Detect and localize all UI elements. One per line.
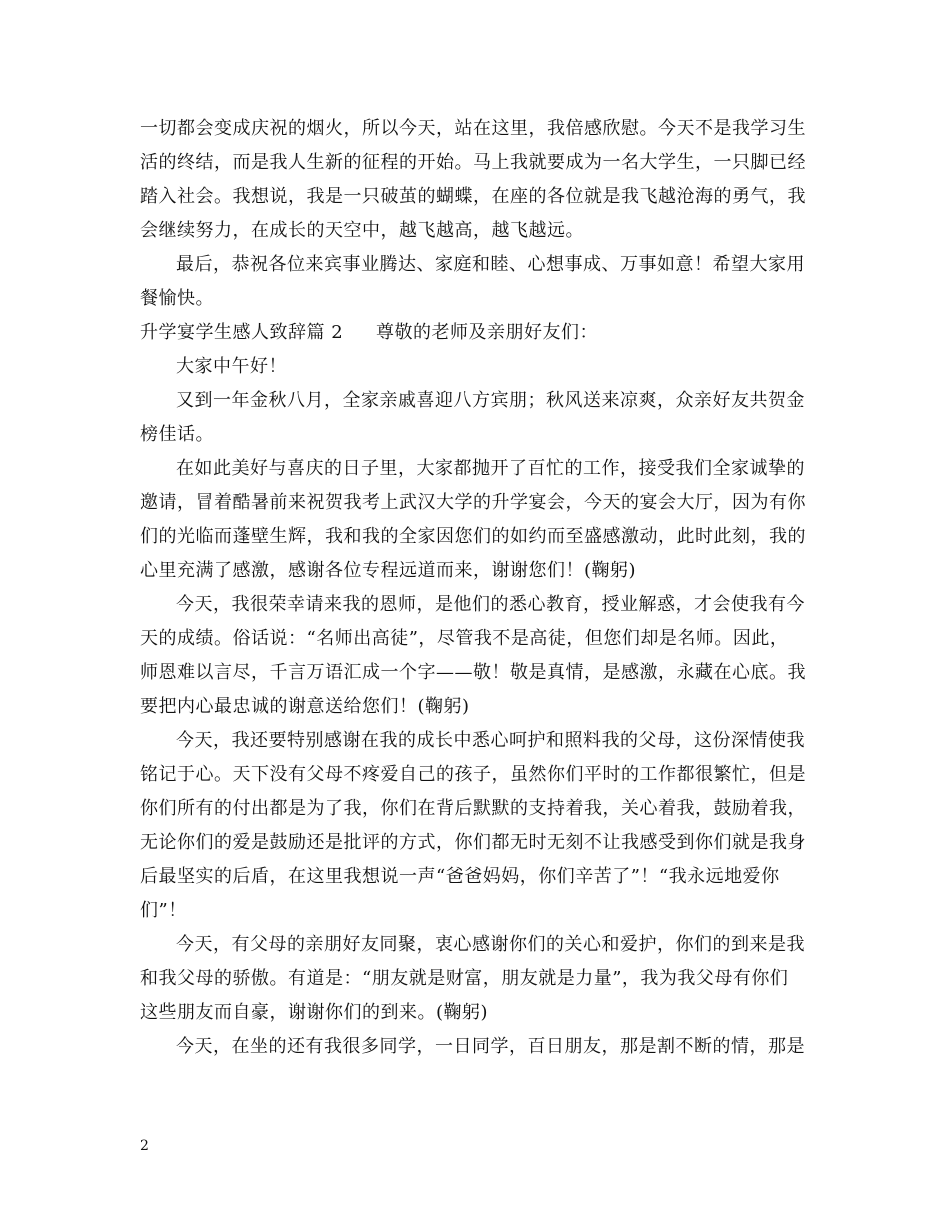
section-heading	[140, 316, 815, 350]
document-body	[140, 112, 815, 1064]
paragraph-4	[140, 724, 815, 928]
text-line: 无论你们的爱是鼓励还是批评的方式，你们都无时无刻不让我感受到你们就是我身	[140, 832, 806, 853]
text-line: 这些朋友而自豪，谢谢你们的到来。(鞠躬)	[140, 1002, 489, 1023]
paragraph-5	[140, 928, 815, 1030]
text-line: 一切都会变成庆祝的烟火，所以今天，站在这里，我倍感欣慰。今天不是我学习生	[140, 118, 806, 139]
paragraph-6	[140, 1030, 815, 1064]
text-line: 心里充满了感激，感谢各位专程远道而来，谢谢您们！(鞠躬)	[140, 560, 637, 581]
text-line: 会继续努力，在成长的天空中，越飞越高，越飞越远。	[140, 220, 584, 241]
text-line: 榜佳话。	[140, 424, 214, 445]
paragraph-2	[140, 452, 815, 588]
text-line: 今天，有父母的亲朋好友同聚，衷心感谢你们的关心和爱护，你们的到来是我	[176, 934, 805, 955]
text-line: 在如此美好与喜庆的日子里，大家都抛开了百忙的工作，接受我们全家诚挚的	[176, 458, 805, 479]
page-number: 2	[140, 1138, 149, 1154]
paragraph-1	[140, 384, 815, 452]
text-line: 铭记于心。天下没有父母不疼爱自己的孩子，虽然你们平时的工作都很繁忙，但是	[140, 764, 806, 785]
text-line: 要把内心最忠诚的谢意送给您们！(鞠躬)	[140, 696, 470, 717]
text-line: 踏入社会。我想说，我是一只破茧的蝴蝶，在座的各位就是我飞越沧海的勇气，我	[140, 186, 806, 207]
section-title: 升学宴学生感人致辞篇 2	[140, 322, 344, 343]
text-line: 活的终结，而是我人生新的征程的开始。马上我就要成为一名大学生，一只脚已经	[140, 152, 806, 173]
text-line: 邀请，冒着酷暑前来祝贺我考上武汉大学的升学宴会，今天的宴会大厅，因为有你	[140, 492, 806, 513]
text-line: 今天，我还要特别感谢在我的成长中悉心呵护和照料我的父母，这份深情使我	[176, 730, 805, 751]
text-line: 今天，在坐的还有我很多同学，一日同学，百日朋友，那是割不断的情，那是	[176, 1036, 805, 1057]
text-line: 师恩难以言尽，千言万语汇成一个字——敬！敬是真情，是感激，永藏在心底。我	[140, 662, 806, 683]
text-line: 今天，我很荣幸请来我的恩师，是他们的悉心教育，授业解惑，才会使我有今	[176, 594, 805, 615]
text-line: 又到一年金秋八月，全家亲戚喜迎八方宾朋；秋风送来凉爽，众亲好友共贺金	[176, 390, 805, 411]
text-line: 最后，恭祝各位来宾事业腾达、家庭和睦、心想事成、万事如意！希望大家用	[176, 254, 805, 275]
text-line: 餐愉快。	[140, 288, 214, 309]
greeting: 大家中午好！	[176, 356, 287, 377]
text-line: 后最坚实的后盾，在这里我想说一声“爸爸妈妈，你们辛苦了”！“我永远地爱你	[140, 866, 780, 887]
text-line: 们”！	[140, 900, 187, 921]
text-line: 们的光临而蓬壁生辉，我和我的全家因您们的如约而至盛感激动，此时此刻，我的	[140, 526, 806, 547]
paragraph-closing	[140, 248, 815, 316]
text-line: 和我父母的骄傲。有道是：“朋友就是财富，朋友就是力量”，我为我父母有你们	[140, 968, 789, 989]
salutation: 尊敬的老师及亲朋好友们：	[376, 322, 598, 343]
text-line: 天的成绩。俗话说：“名师出高徒”，尽管我不是高徒，但您们却是名师。因此，	[140, 628, 789, 649]
paragraph-3	[140, 588, 815, 724]
paragraph-top	[140, 112, 815, 248]
text-line: 你们所有的付出都是为了我，你们在背后默默的支持着我，关心着我，鼓励着我，	[140, 798, 806, 819]
